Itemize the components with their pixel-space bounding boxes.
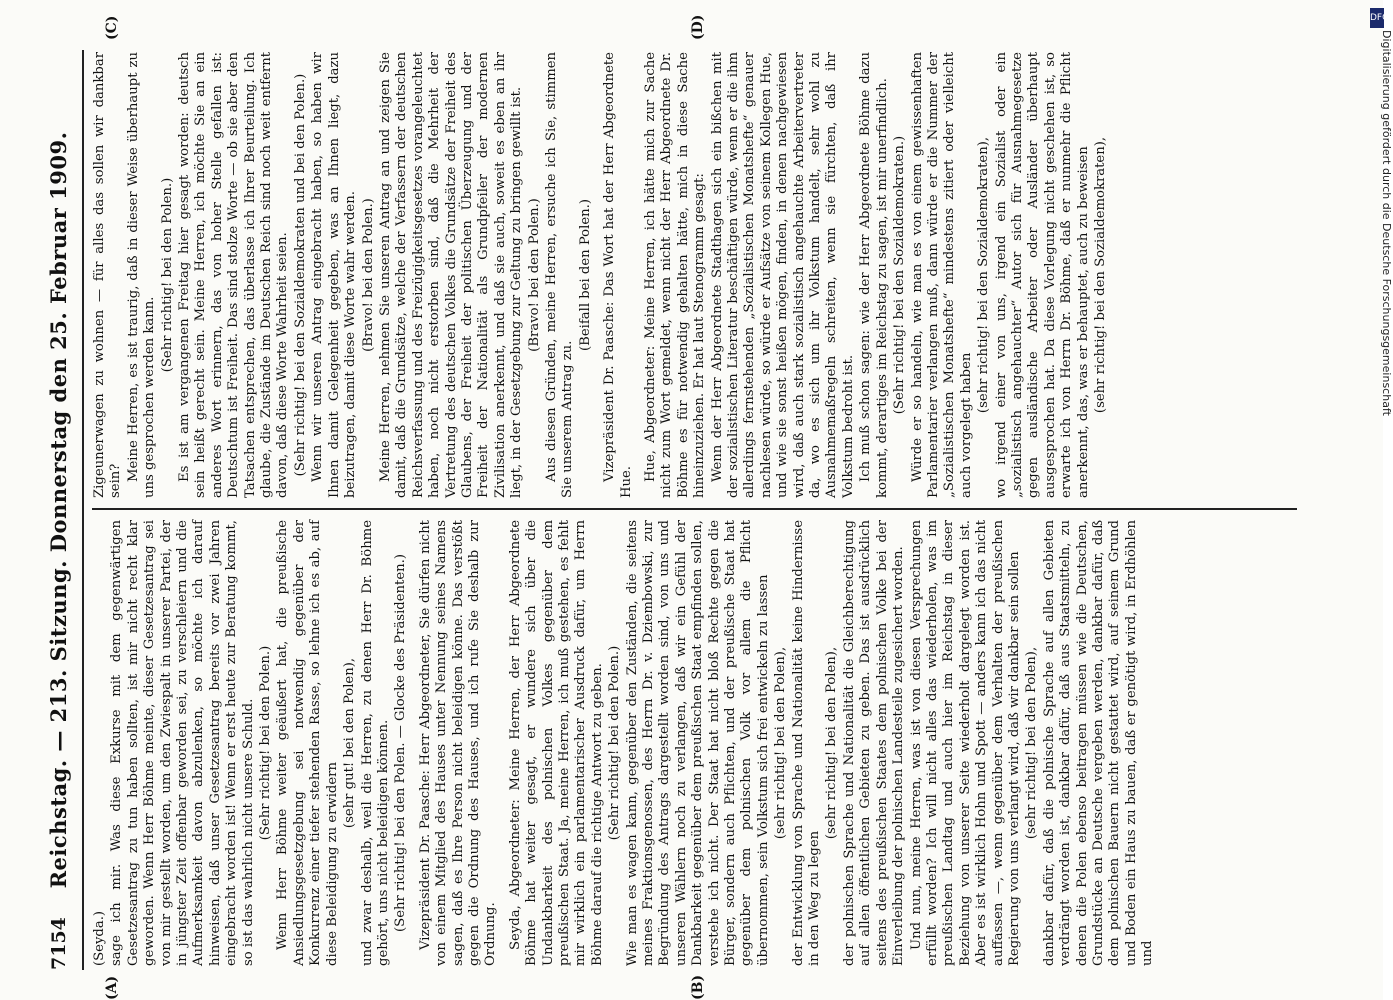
right-column bbox=[92, 52, 1297, 498]
paragraph: Zigeunerwagen zu wohnen — für alles das sollen wir dankbar sein? bbox=[92, 52, 124, 498]
paragraph: (sehr richtig! bei den Polen), bbox=[824, 646, 840, 840]
left-column bbox=[92, 520, 1297, 966]
paragraph: (Sehr richtig! bei den Polen.) bbox=[607, 645, 623, 841]
paragraph: (sehr richtig! bei den Polen), bbox=[773, 646, 789, 840]
paragraph: Würde er so handeln, wie man es von einem gewissenhaften Parlamentarier verlangen muß, dann würde er die Nummer der „Sozialistischen Monatshefte“ mindestens zitiert oder vielleicht auch vorgelegt haben bbox=[909, 52, 974, 498]
paragraph: (Seyda.) bbox=[92, 910, 107, 966]
paragraph: Meine Herren, nehmen Sie unseren Antrag an und zeigen Sie damit, daß die Grundsätze, welche der Verfassern der deutschen Reichsverfassung und des Freizügigkeitsgesetzes vorangeleuchtet haben, noch nicht erstorben sind, daß die Mehrheit der Vertretung des deutschen Volkes die Grundsätze der Freiheit des Glaubens, der Freiheit der politischen Überzeugung und der Freiheit der Nationalität als Grundpfeiler der modernen Zivilisation anerkennt, und daß sie auch, soweit es eben an ihr liegt, in der Gesetzgebung zur Geltung zu bringen gewillt ist. bbox=[377, 52, 525, 498]
paragraph: Und nun, meine Herren, was ist von diesen Versprechungen erfüllt worden? Ich will nicht alles das wiederholen, was im preußischen Landtag und auch hier im Reichstag in dieser Beziehung von unserer Seite wiederholt dargelegt worden ist. Aber es ist wirklich Hohn und Spott — anders kann ich das nicht auffassen —, wenn gegenüber dem Verhalten der preußischen Regierung von uns verlangt wird, daß wir dankbar sein sollen bbox=[908, 520, 1022, 966]
paragraph: (Bravo! bei den Polen.) bbox=[360, 198, 376, 352]
paragraph: Vizepräsident Dr. Paasche: Das Wort hat der Herr Abgeordnete Hue. bbox=[602, 52, 634, 498]
paragraph: wo irgend einer von uns, irgend ein Sozialist oder ein „sozialistisch angehauchter“ Autor sich für Ausnahmegesetze gegen ausländische Arbeiter oder Ausländer überhaupt ausgesprochen hat. Da diese Vorlegung nicht geschehen ist, so erwarte ich von Herrn Dr. Böhme, daß er nunmehr die Pflicht anerkennt, das, was er behauptet, auch zu beweisen bbox=[993, 52, 1091, 498]
page-header bbox=[40, 50, 80, 970]
paragraph: und zwar deshalb, weil die Herren, zu denen Herr Dr. Böhme gehört, uns nicht beleidigen können. bbox=[359, 520, 391, 966]
margin-mark-c: (C) bbox=[104, 15, 120, 40]
margin-mark-d: (D) bbox=[690, 14, 706, 40]
paragraph: Wenn Herr Böhme weiter geäußert hat, die preußische Ansiedlungsgesetzgebung sei notwendig gegenüber der Konkurrenz einer tiefer stehenden Rasse, so lehne ich es ab, auf diese Beleidigung zu erwidern bbox=[275, 520, 340, 966]
paragraph: der polnischen Sprache und Nationalität die Gleichberechtigung auf allen öffentlichen Gebieten zu geben. Das ist ausdrücklich seitens des preußischen Staates dem polnischen Volke bei der Einverleibung der polnischen Landesteile zugesichert worden. bbox=[841, 520, 907, 966]
paragraph: (Beifall bei den Polen.) bbox=[577, 199, 593, 351]
page-number: 7154 bbox=[48, 917, 70, 970]
paragraph: (Sehr richtig! bei den Sozialdemokraten und bei den Polen.) bbox=[292, 73, 308, 477]
paragraph: (sehr richtig! bei den Polen), bbox=[1024, 646, 1040, 840]
paragraph: sage ich mir. Was diese Exkurse mit dem gegenwärtigen Gesetzesantrag zu tun haben sollten, ist mir nicht recht klar geworden. Wenn Herr Böhme meinte, dieser Gesetzesantrag sei von mir gestellt worden, um den Zwiespalt in unserer Partei, der in jüngster Zeit offenbar geworden sei, zu verschleiern und die Aufmerksamkeit davon abzulenken, so möchte ich darauf hinweisen, daß unser Gesetzesantrag bereits vor zwei Jahren eingebracht worden ist! Wenn er erst heute zur Beratung kommt, so ist das wahrlich nicht unsere Schuld. bbox=[109, 520, 256, 966]
header-rule bbox=[82, 50, 84, 970]
margin-mark-b: (B) bbox=[690, 974, 706, 1000]
paragraph: (Sehr richtig! bei den Polen.) bbox=[159, 177, 175, 373]
paragraph: Ich muß schon sagen: wie der Herr Abgeordnete Böhme dazu kommt, derartiges im Reichstag zu sagen, ist mir unerfindlich. bbox=[858, 52, 890, 498]
paragraph: (Bravo! bei den Polen.) bbox=[526, 198, 542, 352]
margin-mark-a: (A) bbox=[104, 975, 120, 1000]
dfg-badge: DFG bbox=[1370, 8, 1384, 28]
paragraph: (Sehr richtig! bei den Sozialdemokraten.) bbox=[892, 135, 908, 415]
paragraph: Hue, Abgeordneter: Meine Herren, ich hätte mich zur Sache nicht zum Wort gemeldet, wenn nicht der Herr Abgeordnete Dr. Böhme es für notwendig gehalten hätte, mich in diese Sache hineinzuziehen. Er hat laut Stenogramm gesagt: bbox=[643, 52, 708, 498]
paragraph: (sehr gut! bei den Polen), bbox=[342, 657, 358, 829]
column-divider bbox=[92, 508, 1297, 510]
paragraph: Wie man es wagen kann, gegenüber den Zuständen, die seitens meines Fraktionsgenossen, des Herrn Dr. v. Dziembowski, zur Begründung des Antrags dargestellt worden sind, von uns und unseren Wählern noch zu verlangen, daß wir ein Gefühl der Dankbarkeit gegenüber dem preußischen Staat empfinden sollen, verstehe ich nicht. Der Staat hat nicht bloß Rechte gegen die Bürger, sondern auch Pflichten, und der preußische Staat hat gegenüber dem polnischen Volk vor allem die Pflicht übernommen, sein Volkstum sich frei entwickeln zu lassen bbox=[624, 520, 771, 966]
paragraph: (Sehr richtig! bei den Polen.) bbox=[258, 645, 274, 841]
running-title: Reichstag. — 213. Sitzung. Donnerstag den 25. Februar 1909. bbox=[46, 131, 71, 889]
paragraph: Wenn wir unseren Antrag eingebracht haben, so haben wir Ihnen damit Gelegenheit gegeben, was an Ihnen liegt, dazu beizutragen, damit diese Worte wahr werden. bbox=[310, 52, 359, 498]
digitization-credit: Digitalisierung gefördert durch die Deutsche Forschungsgemeinschaft bbox=[1380, 30, 1393, 416]
paragraph: (sehr richtig! bei den Sozialdemokraten), bbox=[1092, 136, 1108, 414]
paragraph: Meine Herren, es ist traurig, daß in dieser Weise überhaupt zu uns gesprochen werden kann. bbox=[125, 52, 158, 498]
paragraph: Vizepräsident Dr. Paasche: Herr Abgeordneter, Sie dürfen nicht von einem Mitglied des Hauses unter Nennung seines Namens sagen, daß es Ihre Person nicht beleidigen könne. Das verstößt gegen die Ordnung des Hauses, und ich rufe Sie deshalb zur Ordnung. bbox=[417, 520, 499, 966]
paragraph: Es ist am vergangenen Freitag hier gesagt worden: deutsch sein heißt gerecht sein. Meine Herren, ich möchte Sie an ein anderes Wort erinnern, das von hoher Stelle gefallen ist: Deutschtum ist Freiheit. Das sind stolze Worte — ob sie aber den Tatsachen entsprechen, das überlasse ich Ihrer Beurteilung. Ich glaube, die Zustände im Deutschen Reich sind noch weit entfernt davon, daß diese Worte Wahrheit seien. bbox=[177, 52, 291, 498]
paragraph: dankbar dafür, daß die polnische Sprache auf allen Gebieten verdrängt worden ist, dankbar dafür, daß aus Staatsmitteln, zu denen die Polen ebenso beitragen müssen wie die Deutschen, Grundstücke an Deutsche vergeben werden, dankbar dafür, daß dem polnischen Bauern nicht gestattet wird, auf seinem Grund und Boden ein Haus zu bauen, daß er genötigt wird, in Erdhöhlen und bbox=[1041, 520, 1156, 966]
paragraph: (sehr richtig! bei den Sozialdemokraten), bbox=[976, 136, 992, 414]
rotated-sheet bbox=[40, 14, 1310, 1000]
paragraph: Wenn der Herr Abgeordnete Stadthagen sich ein bißchen mit der sozialistischen Literatur beschäftigen würde, wenn er die ihm allerdings fernstehenden „Sozialistischen Monatshefte“ genauer nachlesen würde, so würde er Aufsätze von seinem Kollegen Hue, und wie sie sonst heißen mögen, finden, in denen nachgewiesen wird, daß auch stark sozialistisch angehauchte Arbeitervertreter da, wo es sich um ihr Volkstum handelt, sehr wohl zu Ausnahmemaßregeln schreiten, wenn sie fürchten, daß ihr Volkstum bedroht ist. bbox=[709, 52, 856, 498]
paragraph: Aus diesen Gründen, meine Herren, ersuche ich Sie, stimmen Sie unserem Antrag zu. bbox=[543, 52, 576, 498]
paragraph: der Entwicklung von Sprache und Nationalität keine Hindernisse in den Weg zu legen bbox=[790, 520, 823, 966]
paragraph: Seyda, Abgeordneter: Meine Herren, der Herr Abgeordnete Böhme hat weiter gesagt, er wundere sich über die Undankbarkeit des polnischen Volkes gegenüber dem preußischen Staat. Ja, meine Herren, ich muß gestehen, es fehlt mir wirklich ein parlamentarischer Ausdruck dafür, um Herrn Böhme darauf die richtige Antwort zu geben. bbox=[507, 520, 605, 966]
paragraph: (Sehr richtig! bei den Polen. — Glocke des Präsidenten.) bbox=[393, 554, 409, 932]
